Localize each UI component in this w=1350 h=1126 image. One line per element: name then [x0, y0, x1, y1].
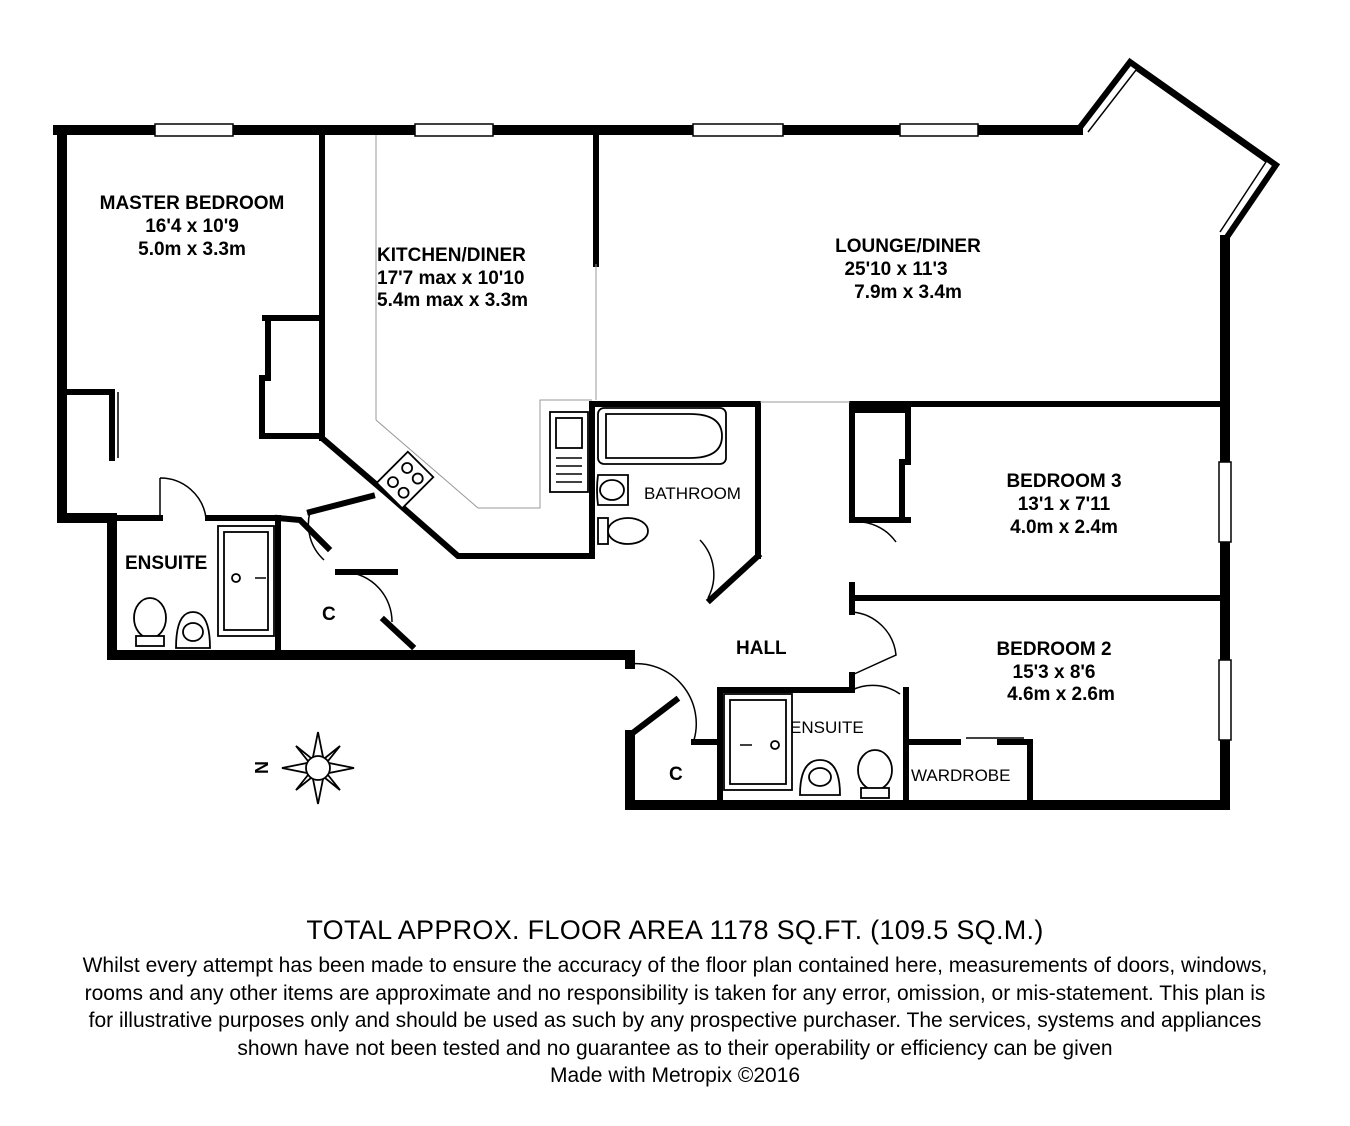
room-name: LOUNGE/DINER	[835, 236, 981, 257]
room-dimensions-metric: 7.9m x 3.4m	[854, 282, 962, 303]
room-label-master-bedroom	[100, 193, 285, 260]
room-dimensions-metric: 5.0m x 3.3m	[138, 239, 246, 260]
room-name: KITCHEN/DINER	[377, 245, 526, 266]
wardrobe-label: WARDROBE	[911, 766, 1011, 785]
room-name: MASTER BEDROOM	[99, 193, 285, 214]
toilet-icon	[134, 598, 166, 646]
room-name: BEDROOM 2	[996, 639, 1112, 660]
room-dimensions-imperial: 16'4 x 10'9	[145, 216, 239, 237]
kitchen-sink-icon	[550, 412, 588, 492]
bath-icon	[598, 408, 726, 464]
room-label-lounge-diner	[835, 236, 981, 303]
bathroom-label: BATHROOM	[644, 484, 741, 503]
cupboard-left-label: C	[322, 604, 336, 625]
room-label-bedroom-2	[996, 639, 1114, 705]
room-label-bedroom-3	[1006, 471, 1121, 538]
basin-icon	[176, 612, 210, 648]
ensuite-right-label: ENSUITE	[790, 718, 864, 737]
made-with-credit: Made with Metropix ©2016	[549, 1064, 801, 1087]
room-label-kitchen-diner	[377, 245, 528, 311]
room-dimensions-metric: 4.6m x 2.6m	[1007, 684, 1115, 705]
room-dimensions-imperial: 13'1 x 7'11	[1017, 494, 1111, 515]
hall-label: HALL	[736, 638, 787, 659]
room-dimensions-imperial: 15'3 x 8'6	[1012, 662, 1096, 683]
room-dimensions-imperial: 25'10 x 11'3	[844, 259, 948, 280]
room-name: BEDROOM 3	[1006, 471, 1122, 492]
hob-icon	[377, 452, 434, 509]
compass-rose-icon	[252, 732, 354, 804]
shower-icon	[218, 526, 274, 636]
fixtures	[134, 408, 892, 798]
room-dimensions-imperial: 17'7 max x 10'10	[377, 268, 525, 289]
total-floor-area: TOTAL APPROX. FLOOR AREA 1178 SQ.FT. (109.5 SQ.M.)	[306, 915, 1044, 945]
disclaimer-text: Whilst every attempt has been made to ensure the accuracy of the floor plan contained here, measurements of doors, windows, rooms and any other items are approximate and no responsibility is taken for any error, omission, or mis-statement. This plan is for illustrative purposes only and should be used as such by any prospective purchaser. The services, systems and appliances shown have not been tested and no guarantee as to their operability or efficiency can be given	[82, 954, 1268, 1060]
basin-icon	[597, 475, 628, 505]
toilet-icon	[858, 750, 892, 798]
ensuite-left-label: ENSUITE	[125, 553, 208, 574]
shower-icon	[724, 694, 792, 790]
room-dimensions-metric: 4.0m x 2.4m	[1010, 517, 1118, 538]
cupboard-right-label: C	[669, 764, 683, 785]
compass-north-label: N	[252, 761, 272, 774]
toilet-icon	[598, 518, 648, 544]
floor-plan-footer	[0, 912, 1350, 1089]
basin-icon	[800, 760, 840, 795]
room-dimensions-metric: 5.4m max x 3.3m	[377, 290, 529, 311]
